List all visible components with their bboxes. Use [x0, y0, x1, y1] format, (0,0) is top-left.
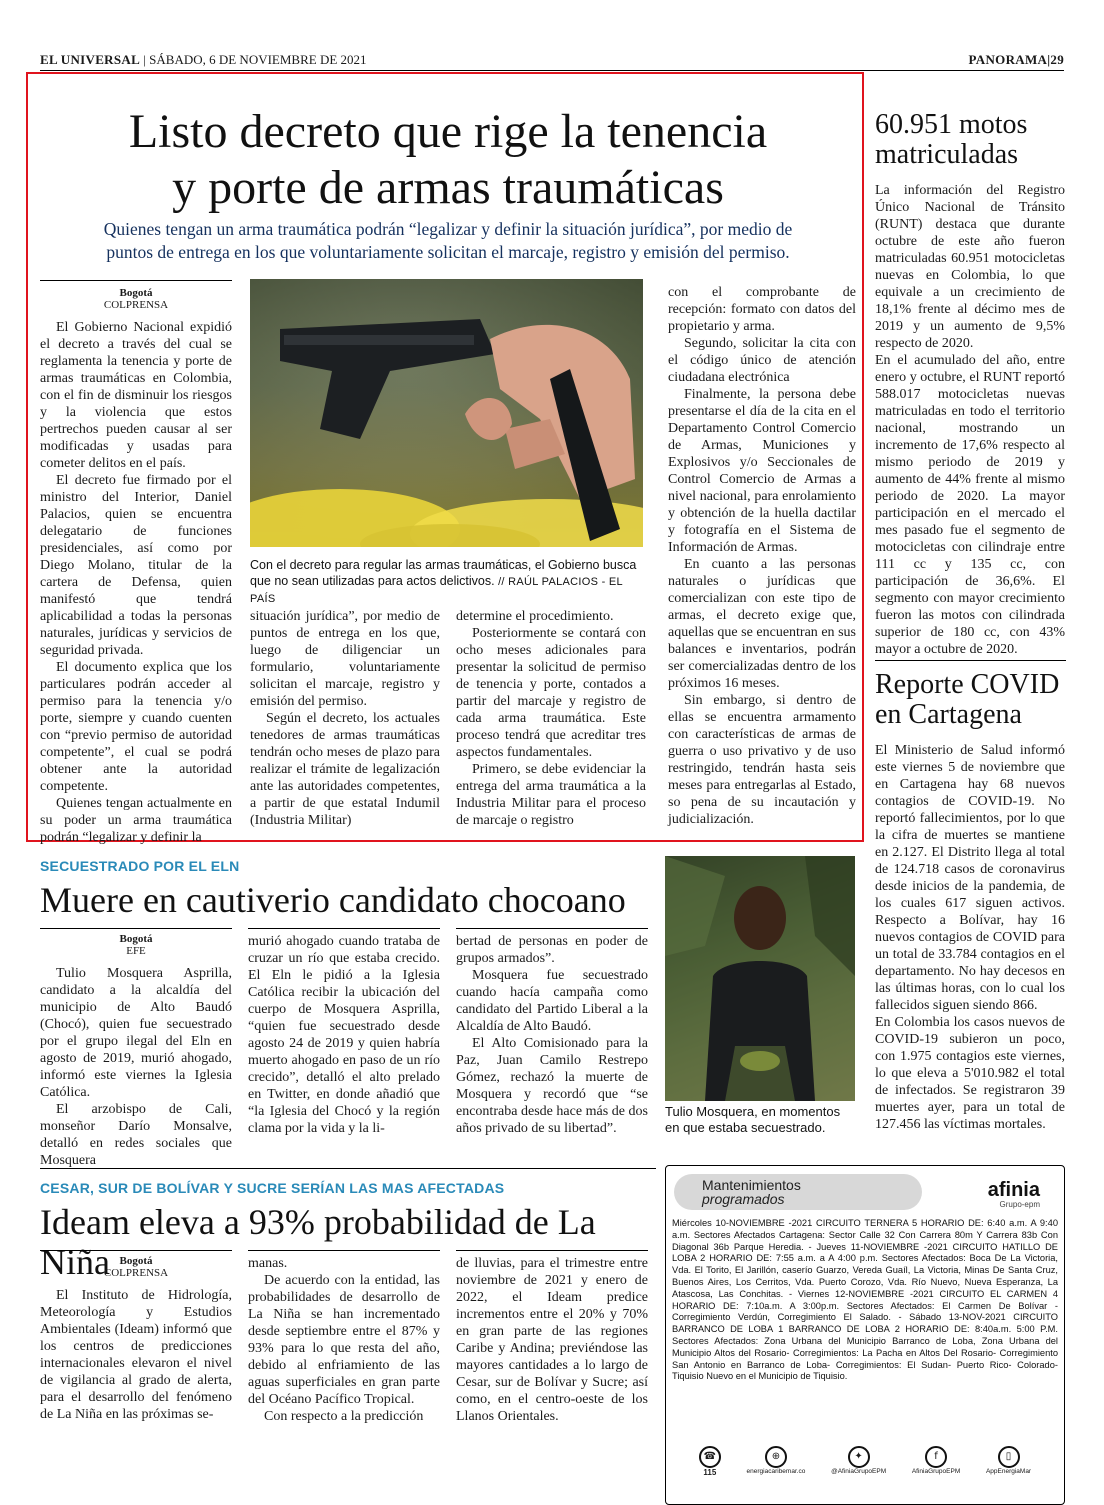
ad-label-line2: programados: [702, 1191, 785, 1207]
dateline: [40, 287, 232, 311]
gun-photo-caption: [250, 557, 643, 607]
main-col-2: [250, 608, 440, 829]
page-number: |29: [1047, 52, 1064, 67]
paragraph: manas.: [248, 1256, 288, 1271]
paragraph: murió ahogado cuando trataba de cruzar un río que estaba crecido. El Eln le pidió a la Iglesia Católica recibir la ubicación del cuerpo de Mosquera Asprilla, “quien fue secuestrado desde agosto 24 de 2019 y quien habría muerto ahogado en paso de un río crecido”, detalló el alto prelado en Twitter, en donde añadió que “la Iglesia del Chocó y la región clama por la vida y la li-: [248, 934, 440, 1136]
web-icon: ⊕: [765, 1446, 787, 1468]
paragraph: Primero, se debe evidenciar la entrega del arma traumática a la Industria Militar para el proceso de marcaje o registro: [456, 762, 646, 828]
paragraph: El documento explica que los particulares podrán acceder al permiso para la tenencia y/o porte, siempre y cuando cuenten con “previo permiso de autoridad competente”, el cual se podrá obtener ante la autoridad competente.: [40, 660, 232, 794]
paper-name: EL UNIVERSAL: [40, 52, 141, 67]
ad-label-line1: Mantenimientos: [702, 1177, 801, 1193]
article2-kicker: SECUESTRADO POR EL ELN: [40, 858, 240, 874]
paragraph: Sin embargo, si dentro de ellas se encuentra armamento con características de armas de guerra o uso privativo y de uso restringido, tendrán hasta seis meses para entregarlas al Estado, so pena de su incautación y judicialización.: [668, 693, 856, 827]
sidebar-divider: [875, 660, 1066, 661]
main-deck: [40, 218, 856, 264]
hostage-illustration: [665, 856, 855, 1101]
ad-contact: [912, 1446, 960, 1477]
article2-col-1: [40, 928, 232, 1169]
paragraph: determine el procedimiento.: [456, 609, 614, 624]
sidebar-covid-body: [875, 742, 1065, 1133]
ad-contact: [699, 1446, 721, 1477]
paragraph: El Alto Comisionado para la Paz, Juan Camilo Restrepo Gómez, rechazó la muerte de Mosquera y recordó que “se encontraba desde hace más de dos años privado de su libertad”.: [456, 1036, 648, 1136]
main-headline-line1: Listo decreto que rige la tenencia: [128, 105, 768, 158]
gun-illustration: [250, 279, 643, 547]
ad-contact: [747, 1446, 806, 1477]
ad-label: [702, 1178, 801, 1206]
dateline-agency: EFE: [126, 945, 146, 957]
issue-date: | SÁBADO, 6 DE NOVIEMBRE DE 2021: [143, 52, 367, 67]
article3-col-2: [248, 1250, 440, 1425]
article3-col-3: [456, 1250, 648, 1425]
dateline-city: Bogotá: [119, 287, 153, 299]
paragraph: Mosquera fue secuestrado cuando hacía campaña como candidato del Partido Liberal a la Alcaldía de Alto Baudó.: [456, 968, 648, 1034]
afinia-logo: [988, 1180, 1040, 1209]
article2-col-3: [456, 928, 648, 1137]
article2-col-2: [248, 928, 440, 1137]
ad-contact-label: energiacaribemar.co: [746, 1468, 806, 1475]
ad-contact: [986, 1446, 1031, 1477]
mobile-app-icon: ▯: [998, 1446, 1020, 1468]
dateline-agency: COLPRENSA: [103, 299, 169, 311]
sidebar-covid-title: [875, 670, 1067, 730]
sidebar-title-line2: matriculadas: [875, 139, 1019, 170]
paragraph: Quienes tengan actualmente en su poder un arma traumática podrán “legalizar y definir la: [40, 796, 232, 845]
paragraph: El decreto fue firmado por el ministro del Interior, Daniel Palacios, quien se encuentra delegatario de funciones presidenciales, así como por Diego Molano, titular de la cartera de Defensa, quien manifestó que tendrá aplicabilidad a todas la personas naturales, jurídicas y servicios de seguridad privada.: [40, 473, 232, 658]
paragraph: El arzobispo de Cali, monseñor Darío Monsalve, detalló en redes sociales que Mosquera: [40, 1102, 232, 1168]
twitter-icon: ✦: [848, 1446, 870, 1468]
article3-col-1: [40, 1250, 232, 1423]
dateline-city: Bogotá: [119, 1255, 153, 1267]
sidebar-motos-body: [875, 182, 1065, 658]
section-divider: [40, 1168, 656, 1169]
main-col-4: [668, 284, 856, 828]
header-rule: [40, 70, 1064, 71]
ad-footer: [666, 1446, 1064, 1477]
paragraph: Con respecto a la predicción: [264, 1409, 424, 1424]
sidebar-title-line1: 60.951 motos: [875, 109, 1028, 140]
paragraph: El Gobierno Nacional expidió el decreto a través del cual se reglamenta la tenencia y porte de armas traumáticas en Colombia, con el fin de disminuir los riesgos y la violencia que estos pertrechos pueden causar al ser modificadas y usadas para cometer delitos en el país.: [40, 320, 232, 471]
hostage-photo-caption: Tulio Mosquera, en momentos en que estaba secuestrado.: [665, 1104, 841, 1135]
paragraph: La información del Registro Único Nacional de Tránsito (RUNT) destaca que durante octubre de este año fueron matriculadas 60.951 motocicletas nuevas en Colombia, lo que equivale a un crecimiento de 18,1% frente al décimo mes de 2019 y un aumento de 9,5% respecto de 2020.: [875, 183, 1065, 351]
ad-contact-label: AppEnergiaMar: [985, 1468, 1032, 1475]
deck-line1: Quienes tengan un arma traumática podrán “legalizar y definir la situación jurídica”, por medio de: [103, 219, 793, 239]
paragraph: En el acumulado del año, entre enero y octubre, el RUNT reportó 588.017 motocicletas nuevas matriculadas en todo el territorio nacional, mostrando un incremento de 17,6% respecto al mismo periodo de 2019 y aumento de 44% frente al mismo periodo de 2020. La mayor participación en el mercado el mes pasado fue el segmento de motocicletas con cilindraje entre 111 cc y 135 cc, con participación de 36,6%. El segmento con mayor crecimiento fueron las motos con cilindrada superior de 180 cc, con 43% mayor a octubre de 2020.: [875, 353, 1065, 657]
paragraph: bertad de personas en poder de grupos armados”.: [456, 934, 648, 966]
ad-schedule: Miércoles 10-NOVIEMBRE -2021 CIRCUITO TERNERA 5 HORARIO DE: 6:40 a.m. A 9:40 a.m. Sectores Afectados Cartagena: Sector Calle 32 Con Carrera 80m Y Carrera 83b Con Diagonal 36b Parque Heredia. - Jueves 11-NOVIEMBRE -2021 CIRCUITO HATILLO DE LOBA 2 HORARIO DE: 7:55 a.m. a A 4:00 p.m. Sectores Afectados: Boca De La Victoria, Vda. El Torito, El Jarillón, caserío Guarzo, Vereda Guaíl, La Victoria, Minas De Santa Cruz, Buenos Aires, Los Cerritos, Vda. Puerto Corozo, Vda. Río Nuevo, Nueva Esperanza, La Atascosa, Las Conchitas. - Viernes 12-NOVIEMBRE -2021 CIRCUITO EL CARMEN 4 HORARIO DE: 7:10a.m. A 3:00p.m. Sectores Afectados: El Carmen De Bolívar - Corregimiento Verdún, Corregimiento El Salado. - Sábado 13-NOV-2021 CIRCUITO BARRANCO DE LOBA 1 BARRANCO DE LOBA 2 HORARIO DE: 8:40a.m. 5:00 P.M. Sectores Afectados: Zona Urbana del Municipio Barranco de Loba, Zona Urbana del Municipio Altos del Rosario- Corregimientos: La Pacha en Altos Del Rosario- Corregimiento San Antonio en Barranco de Loba- Corregimientos: El Sudan- Puerto Rico- Colorado- Tiquisio Nuevo en el Municipio de Tiquisio.: [672, 1218, 1058, 1382]
dateline: [40, 933, 232, 957]
paragraph: El Instituto de Hidrología, Meteorología y Estudios Ambientales (Ideam) informó que los centros de predicciones internacionales elevaron el nivel de vigilancia al grado de alerta, para el desarrollo del fenómeno de La Niña en las próximas se-: [40, 1288, 232, 1422]
paragraph: situación jurídica”, por medio de puntos de entrega en los que, luego de diligenciar un formulario, voluntariamente solicitan el marcaje, registro y emisión del permiso.: [250, 609, 440, 709]
photo-credit: // RAÚL PALACIOS - EL PAÍS: [250, 576, 623, 605]
paragraph: En Colombia los casos nuevos de COVID-19 subieron un poco, con 1.975 contagios este viernes, lo que eleva a 5'010.982 el total de infectados. Se registraron 39 muertes ayer, para un total de 127.456 las víctimas mortales.: [875, 1015, 1065, 1132]
page-section: [969, 52, 1064, 68]
ad-contact-label: AfiniaGrupoEPM: [911, 1468, 961, 1475]
hostage-photo: [665, 856, 855, 1101]
article2-headline: Muere en cautiverio candidato chocoano: [40, 880, 626, 920]
dateline: [40, 1255, 232, 1279]
brand-sub: Grupo-epm: [999, 1200, 1040, 1209]
sidebar-title-line1: Reporte COVID: [875, 669, 1060, 700]
paragraph: de lluvias, para el trimestre entre noviembre de 2021 y enero de 2022, el Ideam predice incrementos entre el 20% y 70% en gran parte de las regiones Caribe y Andina; previéndose las mayores cantidades a lo largo de Cesar, sur de Bolívar y Sucre; así como, en el centro-oeste de los Llanos Orientales.: [456, 1256, 648, 1424]
paragraph: Finalmente, la persona debe presentarse el día de la cita en el Departamento Control Comercio de Armas, Municiones y Explosivos y/o Seccionales de Control Comercio de Armas a nivel nacional, para enrolamiento y obtención de la huella dactilar y fotografía en el Sistema de Información de Armas.: [668, 387, 856, 555]
paragraph: Tulio Mosquera Asprilla, candidato a la alcaldía del municipio de Alto Baudó (Chocó), quien fue secuestrado por el grupo ilegal del Eln en agosto de 2019, murió ahogado, informó este viernes la Iglesia Católica.: [40, 966, 232, 1100]
sidebar-motos-title: [875, 110, 1067, 170]
ad-contact: [831, 1446, 886, 1477]
deck-line2: puntos de entrega en los que voluntariamente solicitan el marcaje, registro y emisión del permiso.: [106, 242, 790, 262]
main-col-1: [40, 280, 232, 846]
dateline-city: Bogotá: [119, 933, 153, 945]
main-headline: [40, 104, 856, 216]
paragraph: De acuerdo con la entidad, las probabilidades de desarrollo de La Niña se han incrementado desde septiembre entre el 87% y 93% para lo que resta del año, debido al enfriamiento de las aguas superficiales en gran parte del Océano Pacífico Tropical.: [248, 1273, 440, 1407]
article3-headline: Ideam eleva a 93% probabilidad de La Niña: [40, 1202, 596, 1282]
sidebar-title-line2: en Cartagena: [875, 699, 1022, 730]
main-headline-line2: y porte de armas traumáticas: [172, 161, 724, 214]
gun-photo: [250, 279, 643, 547]
facebook-icon: f: [925, 1446, 947, 1468]
paragraph: Según el decreto, los actuales tenedores de armas traumáticas tendrán ocho meses de plazo para realizar el trámite de legalización ante las autoridades competentes, a partir de que estatal Indumil (Industria Militar): [250, 711, 440, 828]
paragraph: En cuanto a las personas naturales o jurídicas que comercializan con este tipo de armas, el decreto exige que, aquellas que se encuentran en sus balances e inventarios, podrán ser comercializadas dentro de los próximos 16 meses.: [668, 557, 856, 691]
paragraph: Segundo, solicitar la cita con el código único de atención ciudadana electrónica: [668, 336, 856, 385]
main-col-3: [456, 608, 646, 829]
dateline-agency: COLPRENSA: [103, 1267, 169, 1279]
ad-contact-label: @AfiniaGrupoEPM: [831, 1468, 887, 1475]
paragraph: Posteriormente se contará con ocho meses adicionales para presentar la solicitud de permiso de tenencia y porte, contados a partir del marcaje y registro de cada arma traumática. Este proceso tendrá que acreditar tres aspectos fundamentales.: [456, 626, 646, 760]
phone-icon: ☎: [699, 1446, 721, 1468]
afinia-ad: [665, 1165, 1065, 1505]
paragraph: con el comprobante de recepción: formato con datos del propietario y arma.: [668, 285, 856, 334]
brand-name: afinia: [987, 1179, 1040, 1201]
section-name: PANORAMA: [968, 52, 1048, 67]
caption-text: Con el decreto para regular las armas traumáticas, el Gobierno busca que no sean utilizadas para actos delictivos.: [250, 558, 637, 588]
masthead: [40, 52, 367, 68]
paragraph: El Ministerio de Salud informó este viernes 5 de noviembre que en Cartagena hay 68 nuevos contagios de COVID-19. No reportó fallecimientos, por lo que la cifra de muertes se mantiene en 2.127. El Distrito llega al total de 124.718 casos de coronavirus desde inicios de la pandemia, de los cuales 617 siguen activos. Respecto a Bolívar, hay 16 nuevos contagios de COVID para un total de 33.784 contagios en el departamento. No hay decesos en las últimas horas, con lo cual los fallecidos siguen siendo 866.: [875, 743, 1065, 1013]
article3-kicker: CESAR, SUR DE BOLÍVAR Y SUCRE SERÍAN LAS MAS AFECTADAS: [40, 1180, 505, 1196]
ad-contact-label: 115: [703, 1468, 717, 1477]
